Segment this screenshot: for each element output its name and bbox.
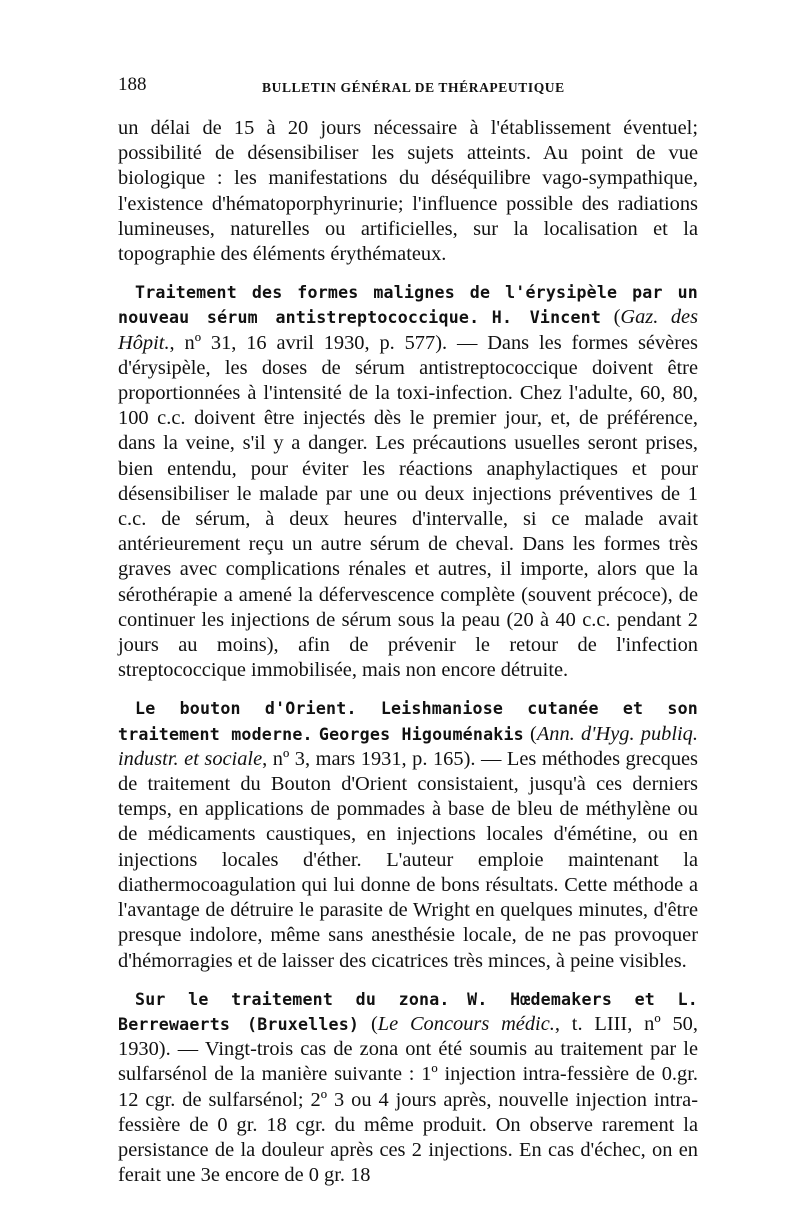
intro-paragraph (118, 116, 698, 267)
running-title: BULLETIN GÉNÉRAL DE THÉRAPEUTIQUE (262, 80, 565, 95)
page-header (118, 74, 698, 104)
page-number: 188 (118, 74, 147, 95)
article-body: — Vingt-trois cas de zona ont été soumis au traitement par le sulfarsénol de la manière suivante : 1º injection intra-fessière de 0.gr. 12 cgr. de sulfarsénol; 2º 3 ou 4 jours après, nouvelle injection intra-fessière de 0 gr. 18 cgr. du même produit. On observe rarement la persistance de la douleur après ces 2 injections. En cas d'échec, on en ferait une 3e encore de 0 gr. 18 (118, 1038, 698, 1187)
article-title: Sur le traitement du zona. (135, 989, 450, 1009)
article-reference: , nº 31, 16 avril 1930, p. 577). (169, 331, 448, 354)
article-author: W. Hœdemakers et L. Berrewaerts (Bruxelles) (118, 989, 698, 1034)
article-reference: , t. LIII, nº 50, 1930). (118, 1012, 698, 1061)
article-author: H. Vincent (491, 308, 602, 328)
page-body (118, 116, 698, 1188)
article-source: Le Concours médic. (377, 1012, 555, 1035)
article-erysipele (118, 280, 698, 683)
article-bouton-orient (118, 696, 698, 973)
article-body: — Dans les formes sévères d'érysipèle, les doses de sérum antistreptococcique doivent être proportionnées à l'intensité de la toxi-infection. Chez l'adulte, 60, 80, 100 c.c. doivent être injectés dès le premier jour, et, de préférence, dans la veine, s'il y a danger. Les précautions usuelles seront prises, bien entendu, pour éviter les réactions anaphylactiques et pour désensibiliser le malade par une ou deux injections préventives de 1 c.c. de sérum, à deux heures d'intervalle, si ce malade avait antérieurement reçu un autre sérum de cheval. Dans les formes très graves avec complications rénales et autres, il importe, alors que la sérothérapie a amené la défervescence complète (souvent précoce), de continuer les injections de sérum sous la peau (20 à 40 c.c. pendant 2 jours au moins), afin de prévenir le retour de l'infection streptococcique immobilisée, mais non encore détruite. (118, 331, 698, 682)
article-source-open: ( (601, 306, 621, 329)
article-title: Le bouton d'Orient. Leishmaniose cutanée et son traitement moderne. (118, 699, 698, 744)
article-source: Gaz. des Hôpit. (118, 306, 699, 354)
article-author: Georges Higouménakis (318, 724, 524, 744)
article-reference: , nº 3, mars 1931, p. 165). (262, 747, 476, 770)
article-body: — Les méthodes grecques de traitement du Bouton d'Orient consistaient, jusqu'à ces derniers temps, en applications de pommades à base de bleu de méthylène ou de médicaments caustiques, en injections locales d'émétine, ou en injections locales d'éther. L'auteur emploie maintenant la diathermocoagulation qui lui donne de bons résultats. Cette méthode a l'avantage de détruire le parasite de Wright en quelques minutes, d'être presque indolore, même sans anesthésie locale, de ne pas provoquer d'hémorragies et de laisser des cicatrices très minces, à peine visibles. (118, 747, 698, 972)
intro-text: un délai de 15 à 20 jours nécessaire à l'établissement éventuel; possibilité de désensibiliser les sujets atteints. Au point de vue biologique : les manifestations du déséquilibre vago-sympathique, l'existence d'hématoporphyrinurie; l'influence possible des radiations lumineuses, naturelles ou artificielles, sur la localisation et la topographie des éléments érythémateux. (118, 117, 698, 266)
article-source-open: ( (523, 722, 537, 745)
article-title: Traitement des formes malignes de l'érysipèle par un nouveau sérum antistreptococcique. (118, 283, 698, 328)
article-zona (118, 987, 698, 1189)
article-source: Ann. d'Hyg. publiq. industr. et sociale (118, 722, 698, 770)
article-source-open: ( (359, 1012, 378, 1035)
